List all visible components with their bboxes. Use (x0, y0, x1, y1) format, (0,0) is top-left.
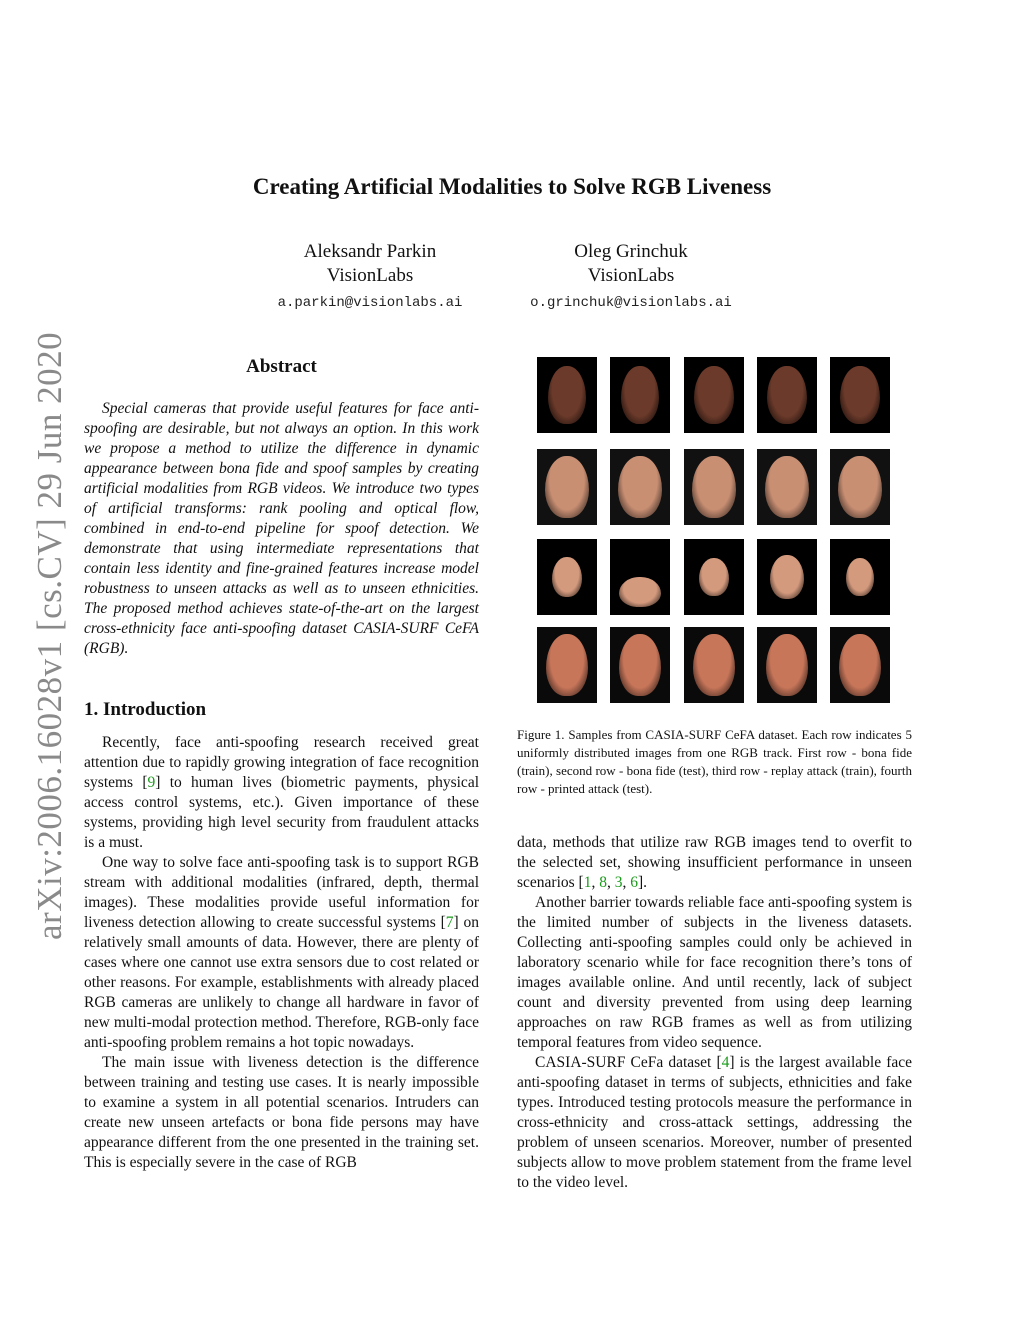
intro-paragraph-2: One way to solve face anti-spoofing task is to support RGB stream with additional modalities (infrared, depth, thermal images). These modalities provide useful information for liveness detection allowing to create successful systems [7] on relatively small amounts of data. However, there are plenty of cases where one cannot use extra sensors due to cost related or other reasons. For example, establishments with already placed RGB cameras are unlikely to change all hardware in favor of new multi-modal protection method. Therefore, RGB-only face anti-spoofing problem remains a hot topic nowadays. (84, 854, 480, 1051)
abstract-text: Special cameras that provide useful features for face anti-spoofing are desirable, but not always an option. In this work we propose a method to utilize the difference in dynamic appearance between bona fide and spoof samples by creating artificial modalities from RGB videos. We introduce two types of artificial transforms: rank pooling and optical flow, combined in end-to-end pipeline for spoof detection. We demonstrate that using intermediate representations that contain less identity and fine-grained features increase model robustness to unseen attacks as well as to unseen ethnicities. The proposed method achieves state-of-the-art on the largest cross-ethnicity face anti-spoofing dataset CASIA-SURF CeFA (RGB). (84, 400, 479, 657)
intro-body (84, 733, 479, 1173)
face-shape (619, 577, 661, 607)
author-2 (481, 240, 781, 315)
citation-link[interactable]: 6 (630, 874, 638, 891)
abstract-heading: Abstract (246, 356, 317, 377)
citation-link[interactable]: 9 (147, 774, 156, 791)
arxiv-stamp: arXiv:2006.16028v1 [cs.CV] 29 Jun 2020 (30, 331, 69, 940)
face-shape (621, 366, 659, 424)
face-sample-image (610, 357, 670, 433)
face-shape (694, 366, 734, 424)
face-shape (619, 634, 661, 696)
face-shape (840, 366, 880, 424)
face-sample-image (830, 539, 890, 615)
face-shape (692, 456, 736, 518)
author-1 (220, 240, 520, 315)
face-shape (545, 456, 589, 518)
author-email[interactable]: a.parkin@visionlabs.ai (277, 295, 463, 311)
citation-link[interactable]: 3 (614, 874, 623, 891)
face-shape (546, 634, 588, 696)
face-sample-image (684, 627, 744, 703)
paper-title: Creating Artificial Modalities to Solve RGB Liveness (252, 174, 772, 199)
face-sample-image (610, 449, 670, 525)
face-shape (838, 456, 882, 518)
author-email[interactable]: o.grinchuk@visionlabs.ai (530, 295, 732, 311)
citation-link[interactable]: 8 (599, 874, 607, 891)
author-name: Oleg Grinchuk (574, 241, 688, 262)
face-sample-image (757, 357, 817, 433)
citation-link[interactable]: 7 (445, 914, 454, 931)
face-sample-image (537, 539, 597, 615)
figure-caption: Figure 1. Samples from CASIA-SURF CeFA dataset. Each row indicates 5 uniformly distributed images from one RGB track. First row - bona fide (train), second row - bona fide (test), third row - replay attack (train), fourth row - printed attack (test). (517, 727, 912, 796)
author-affiliation: VisionLabs (326, 265, 414, 286)
face-sample-image (610, 627, 670, 703)
face-shape (766, 634, 808, 696)
intro-heading: 1. Introduction (84, 699, 207, 720)
face-sample-image (830, 627, 890, 703)
intro-paragraph-3: The main issue with liveness detection is the difference between training and testing use cases. It is nearly impossible to examine a system in all potential scenarios. Intruders can create new unseen artefacts or bona fide persons may have appearance different from the one presented in the training set. This is especially severe in the case of RGB (84, 1054, 479, 1171)
face-shape (765, 456, 809, 518)
right-paragraph-1: data, methods that utilize raw RGB images tend to overfit to the selected set, showing insufficient performance in unseen scenarios [1, 8, 3, 6]. (517, 834, 912, 891)
face-sample-image (830, 357, 890, 433)
author-affiliation: VisionLabs (587, 265, 675, 286)
face-sample-image (757, 539, 817, 615)
right-paragraph-3: CASIA-SURF CeFa dataset [4] is the largest available face anti-spoofing dataset in terms of subjects, ethnicities and fake types. Introduced testing protocols measure the performance in cross-ethnicity and cross-attack settings, addressing the problem of unseen scenarios. Moreover, number of presented subjects allow to move problem statement from the frame level to the video level. (517, 1054, 912, 1191)
face-shape (767, 366, 807, 424)
face-sample-image (684, 357, 744, 433)
face-shape (552, 557, 582, 597)
right-paragraph-2: Another barrier towards reliable face anti-spoofing system is the limited number of subjects in the liveness datasets. Collecting anti-spoofing samples could only be achieved in laboratory scenario while for face recognition there’s tons of images available online. And until recently, lack of subject count and diversity prevented from using deep learning approaches on raw RGB frames as well as from utilizing temporal features from video sequence. (517, 894, 912, 1051)
face-sample-image (537, 627, 597, 703)
face-shape (693, 634, 735, 696)
face-shape (699, 558, 729, 596)
face-sample-image (610, 539, 670, 615)
face-sample-image (537, 449, 597, 525)
face-sample-image (684, 539, 744, 615)
figure-1-samples (537, 357, 897, 707)
face-sample-image (757, 449, 817, 525)
face-sample-image (757, 627, 817, 703)
citation-link[interactable]: 1 (583, 874, 592, 891)
intro-paragraph-1: Recently, face anti-spoofing research received great attention due to rapidly growing integration of face recognition systems [9] to human lives (biometric payments, physical access control systems, etc.). Given importance of these systems, providing high level security from fraudulent attacks is a must. (84, 734, 480, 851)
face-sample-image (830, 449, 890, 525)
face-sample-image (537, 357, 597, 433)
face-shape (770, 555, 804, 599)
face-shape (618, 456, 662, 518)
author-name: Aleksandr Parkin (303, 241, 437, 262)
face-shape (846, 558, 874, 596)
face-shape (548, 366, 586, 424)
face-shape (839, 634, 881, 696)
face-sample-image (684, 449, 744, 525)
citation-link[interactable]: 4 (721, 1054, 730, 1071)
abstract-body (84, 399, 479, 659)
right-column-body (517, 833, 912, 1193)
